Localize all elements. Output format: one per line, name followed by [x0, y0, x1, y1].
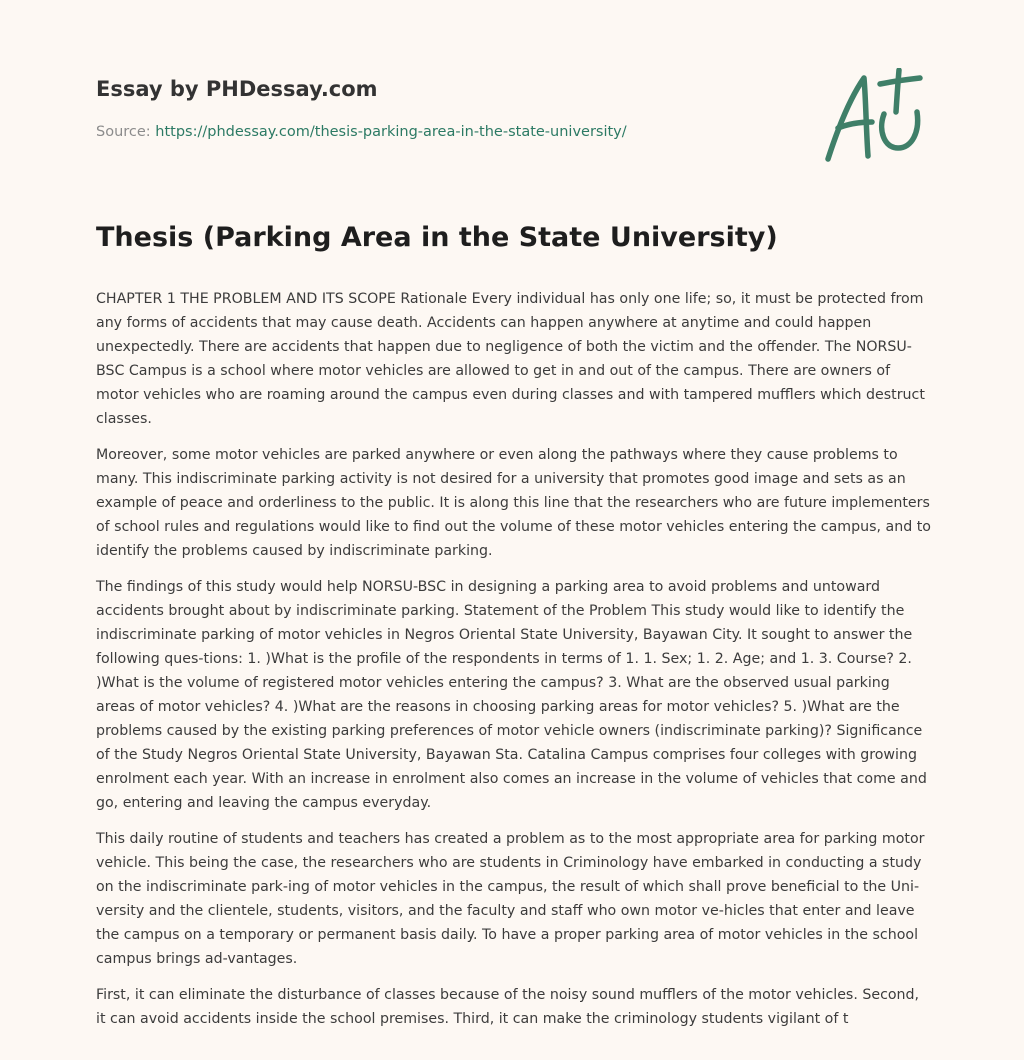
- essay-paragraph: First, it can eliminate the disturbance of classes because of the noisy sound mufflers of the motor vehicles. Second, it can avoid accidents inside the school premises. Third, it can make the criminology students vigilant of t: [96, 987, 920, 1027]
- essay-title: Thesis (Parking Area in the State University): [96, 222, 778, 253]
- essay-paragraph: CHAPTER 1 THE PROBLEM AND ITS SCOPE Rationale Every individual has only one life; so, it must be protected from any forms of accidents that may cause death. Accidents can happen anywhere at anytime and could happen unexpectedly. There are accidents that happen due to negligence of both the victim and the offender. The NORSU-BSC Campus is a school where motor vehicles are allowed to get in and out of the campus. There are owners of motor vehicles who are roaming around the campus even during classes and with tampered mufflers which destruct classes.: [96, 291, 925, 427]
- essay-paragraph: The findings of this study would help NORSU-BSC in designing a parking area to avoid problems and untoward accidents brought about by indiscriminate parking. Statement of the Problem This study would like to identify the indiscriminate parking of motor vehicles in Negros Oriental State University, Bayawan City. It sought to answer the following ques-tions: 1. )What is the profile of the respondents in terms of 1. 1. Sex; 1. 2. Age; and 1. 3. Course? 2. )What is the volume of registered motor vehicles entering the campus? 3. What are the observed usual parking areas of motor vehicles? 4. )What are the reasons in choosing parking areas for motor vehicles? 5. )What are the problems caused by the existing parking preferences of motor vehicle owners (indiscriminate parking)? Significance of the Study Negros Oriental State University, Bayawan Sta. Catalina Campus comprises four colleges with growing enrolment each year. With an increase in enrolment also comes an increase in the volume of vehicles that come and go, entering and leaving the campus everyday.: [96, 579, 927, 811]
- source-label: Source:: [96, 124, 156, 140]
- essay-body: [96, 287, 932, 1043]
- essay-paragraph: Moreover, some motor vehicles are parked anywhere or even along the pathways where they cause problems to many. This indiscriminate parking activity is not desired for a university that promotes good image and sets as an example of peace and orderliness to the public. It is along this line that the researchers who are future implementers of school rules and regulations would like to find out the volume of these motor vehicles entering the campus, and to identify the problems caused by indiscriminate parking.: [96, 447, 931, 559]
- a-plus-logo-icon: [824, 68, 928, 164]
- essay-paragraph: This daily routine of students and teachers has created a problem as to the most appropriate area for parking motor vehicle. This being the case, the researchers who are students in Criminology have embarked in conducting a study on the indiscriminate park-ing of motor vehicles in the campus, the result of which shall prove beneficial to the Uni-versity and the clientele, students, visitors, and the faculty and staff who own motor ve-hicles that enter and leave the campus on a temporary or permanent basis daily. To have a proper parking area of motor vehicles in the school campus brings ad-vantages.: [96, 831, 925, 967]
- source-line: [96, 124, 627, 140]
- site-brand: Essay by PHDessay.com: [96, 77, 378, 101]
- source-link[interactable]: https://phdessay.com/thesis-parking-area-in-the-state-university/: [155, 124, 627, 140]
